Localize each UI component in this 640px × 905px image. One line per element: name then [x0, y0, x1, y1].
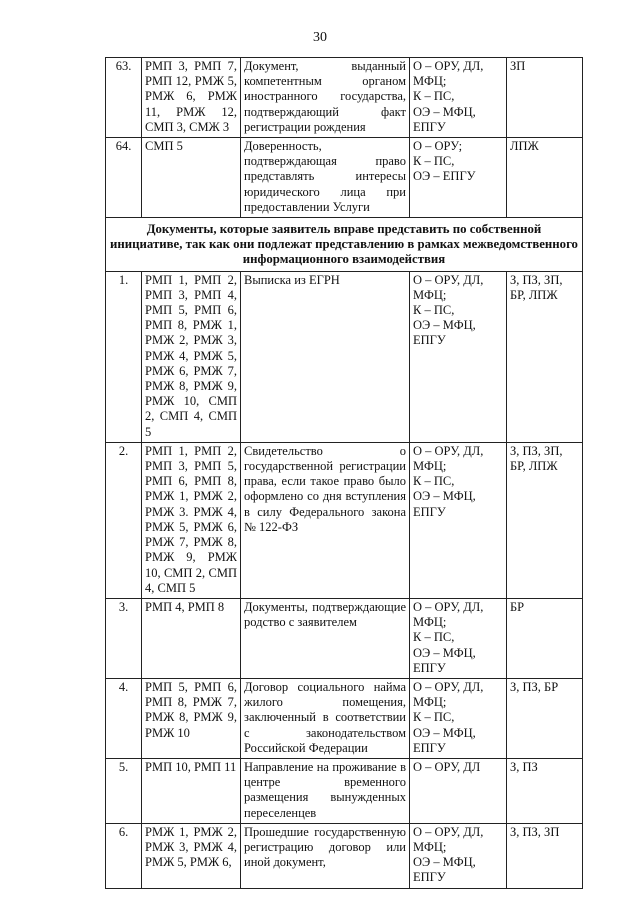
submission-channels	[410, 678, 507, 758]
row-number: 6.	[106, 823, 142, 888]
result-codes: ЗП	[507, 58, 583, 138]
document-name: Прошедшие государственную регистрацию договор или иной документ,	[241, 823, 410, 888]
submission-channels	[410, 138, 507, 218]
channel-line: К – ПС,	[413, 710, 455, 725]
row-number: 3.	[106, 598, 142, 678]
result-codes: З, ПЗ, ЗП, БР, ЛПЖ	[507, 271, 583, 442]
channel-line: МФЦ;	[413, 615, 447, 630]
document-name: Выписка из ЕГРН	[241, 271, 410, 442]
submission-channels	[410, 271, 507, 442]
channel-line: О – ОРУ, ДЛ,	[413, 679, 484, 694]
channel-line: ОЭ – МФЦ,	[413, 104, 476, 119]
channel-line: ЕПГУ	[413, 119, 446, 134]
channel-line: К – ПС,	[413, 154, 455, 169]
document-name: Направление на проживание в центре временного размещения вынужденных переселенцев	[241, 758, 410, 823]
channel-line: ЕПГУ	[413, 740, 446, 755]
table-row	[106, 58, 583, 138]
applicant-codes: РМП 4, РМП 8	[142, 598, 241, 678]
channel-line: К – ПС,	[413, 474, 455, 489]
channel-line: ЕПГУ	[413, 333, 446, 348]
result-codes: З, ПЗ, ЗП, БР, ЛПЖ	[507, 442, 583, 598]
page-number: 30	[313, 30, 327, 45]
result-codes: БР	[507, 598, 583, 678]
table-row	[106, 823, 583, 888]
section-heading: Документы, которые заявитель вправе представить по собственной инициативе, так как они подлежат представлению в рамках межведомственного информационного взаимодействия	[106, 218, 583, 272]
channel-line: МФЦ;	[413, 74, 447, 89]
channel-line: ЕПГУ	[413, 870, 446, 885]
row-number: 2.	[106, 442, 142, 598]
channel-line: ЕПГУ	[413, 504, 446, 519]
submission-channels	[410, 598, 507, 678]
row-number: 5.	[106, 758, 142, 823]
channel-line: О – ОРУ, ДЛ,	[413, 59, 484, 73]
documents-table	[105, 57, 583, 889]
row-number: 64.	[106, 138, 142, 218]
channel-line: МФЦ;	[413, 695, 447, 710]
submission-channels	[410, 823, 507, 888]
channel-line: К – ПС,	[413, 303, 455, 318]
applicant-codes: РМП 1, РМП 2, РМП 3, РМП 5, РМП 6, РМП 8, РМЖ 1, РМЖ 2, РМЖ 3. РМЖ 4, РМЖ 5, РМЖ 6, РМЖ 7, РМЖ 8, РМЖ 9, РМЖ 10, СМП 2, СМП 4, СМП 5	[142, 442, 241, 598]
channel-line: О – ОРУ, ДЛ,	[413, 272, 484, 287]
channel-line: ОЭ – МФЦ,	[413, 318, 476, 333]
channel-line: ОЭ – МФЦ,	[413, 489, 476, 504]
channel-line: ОЭ – ЕПГУ	[413, 169, 476, 184]
submission-channels	[410, 758, 507, 823]
applicant-codes: РМЖ 1, РМЖ 2, РМЖ 3, РМЖ 4, РМЖ 5, РМЖ 6,	[142, 823, 241, 888]
channel-line: О – ОРУ, ДЛ,	[413, 443, 484, 458]
channel-line: О – ОРУ, ДЛ	[413, 759, 481, 774]
channel-line: К – ПС,	[413, 630, 455, 645]
document-name: Договор социального найма жилого помещения, заключенный в соответствии с законодательством Российской Федерации	[241, 678, 410, 758]
channel-line: О – ОРУ, ДЛ,	[413, 599, 484, 614]
table-row	[106, 138, 583, 218]
result-codes: З, ПЗ, БР	[507, 678, 583, 758]
row-number: 63.	[106, 58, 142, 138]
row-number: 1.	[106, 271, 142, 442]
channel-line: ЕПГУ	[413, 660, 446, 675]
applicant-codes: РМП 3, РМП 7, РМП 12, РМЖ 5, РМЖ 6, РМЖ 11, РМЖ 12, СМП 3, СМЖ 3	[142, 58, 241, 138]
result-codes: ЛПЖ	[507, 138, 583, 218]
section-heading-row	[106, 218, 583, 272]
table-row	[106, 598, 583, 678]
applicant-codes: РМП 5, РМП 6, РМП 8, РМЖ 7, РМЖ 8, РМЖ 9, РМЖ 10	[142, 678, 241, 758]
channel-line: ОЭ – МФЦ,	[413, 645, 476, 660]
table-row	[106, 442, 583, 598]
table-row	[106, 271, 583, 442]
table-row	[106, 758, 583, 823]
submission-channels	[410, 58, 507, 138]
applicant-codes: РМП 10, РМП 11	[142, 758, 241, 823]
channel-line: О – ОРУ, ДЛ,	[413, 824, 484, 839]
result-codes: З, ПЗ, ЗП	[507, 823, 583, 888]
table-row	[106, 678, 583, 758]
channel-line: К – ПС,	[413, 89, 455, 104]
channel-line: МФЦ;	[413, 287, 447, 302]
applicant-codes: РМП 1, РМП 2, РМП 3, РМП 4, РМП 5, РМП 6, РМП 8, РМЖ 1, РМЖ 2, РМЖ 3, РМЖ 4, РМЖ 5, РМЖ 6, РМЖ 7, РМЖ 8, РМЖ 9, РМЖ 10, СМП 2, СМП 4, СМП 5	[142, 271, 241, 442]
document-name: Свидетельство о государственной регистрации права, если такое право было оформлено со дня вступления в силу Федерального закона № 122-ФЗ	[241, 442, 410, 598]
document-name: Доверенность, подтверждающая право представлять интересы юридического лица при предоставлении Услуги	[241, 138, 410, 218]
applicant-codes: СМП 5	[142, 138, 241, 218]
channel-line: О – ОРУ;	[413, 139, 463, 154]
submission-channels	[410, 442, 507, 598]
channel-line: МФЦ;	[413, 839, 447, 854]
row-number: 4.	[106, 678, 142, 758]
channel-line: ОЭ – МФЦ,	[413, 725, 476, 740]
channel-line: ОЭ – МФЦ,	[413, 855, 476, 870]
document-name: Документ, выданный компетентным органом иностранного государства, подтверждающий факт регистрации рождения	[241, 58, 410, 138]
document-name: Документы, подтверждающие родство с заявителем	[241, 598, 410, 678]
channel-line: МФЦ;	[413, 459, 447, 474]
result-codes: З, ПЗ	[507, 758, 583, 823]
